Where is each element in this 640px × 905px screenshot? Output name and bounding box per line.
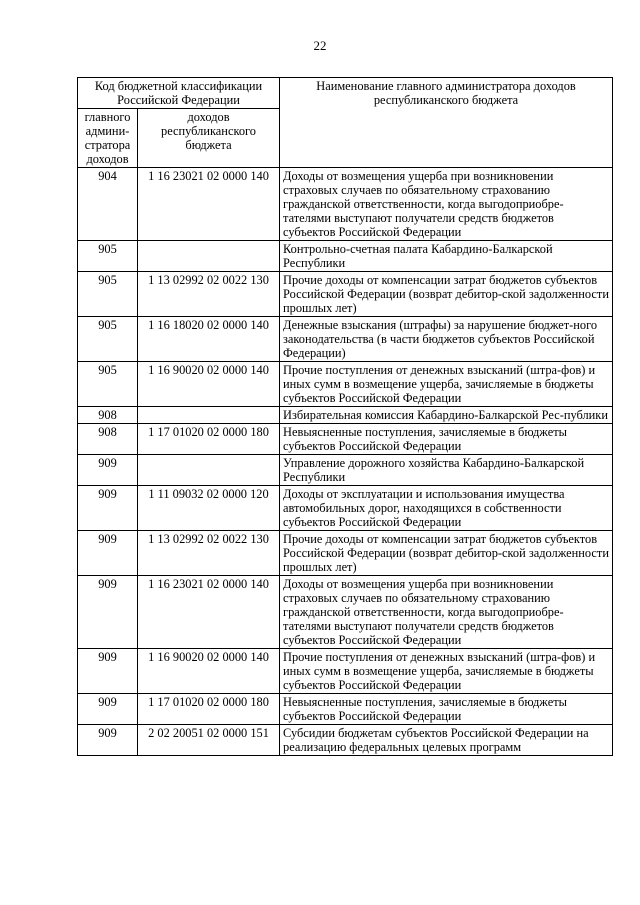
admin-code-cell: 909 (78, 694, 138, 725)
table-row (78, 531, 613, 576)
income-code-cell (138, 455, 280, 486)
table-row (78, 486, 613, 531)
admin-code-cell: 908 (78, 407, 138, 424)
name-cell: Невыясненные поступления, зачисляемые в бюджеты субъектов Российской Федерации (280, 424, 613, 455)
income-code-cell: 1 16 23021 02 0000 140 (138, 576, 280, 649)
income-code-cell (138, 241, 280, 272)
name-cell: Субсидии бюджетам субъектов Российской Федерации на реализацию федеральных целевых программ (280, 725, 613, 756)
table-row (78, 272, 613, 317)
name-cell: Избирательная комиссия Кабардино-Балкарской Рес-публики (280, 407, 613, 424)
income-code-cell: 1 16 90020 02 0000 140 (138, 362, 280, 407)
name-cell: Прочие доходы от компенсации затрат бюджетов субъектов Российской Федерации (возврат дебитор-ской задолженности прошлых лет) (280, 531, 613, 576)
income-code-cell: 1 17 01020 02 0000 180 (138, 424, 280, 455)
name-cell: Доходы от возмещения ущерба при возникновении страховых случаев по обязательному страхованию гражданской ответственности, когда выгодоприобре-тателями выступают получатели средств бюджетов субъектов Российской Федерации (280, 576, 613, 649)
name-cell: Доходы от возмещения ущерба при возникновении страховых случаев по обязательному страхованию гражданской ответственности, когда выгодоприобре-тателями выступают получатели средств бюджетов субъектов Российской Федерации (280, 168, 613, 241)
admin-code-cell: 905 (78, 362, 138, 407)
income-code-cell: 1 13 02992 02 0022 130 (138, 272, 280, 317)
header-admin-column: главного админи-стратора доходов (78, 109, 138, 168)
income-code-cell: 1 13 02992 02 0022 130 (138, 531, 280, 576)
admin-code-cell: 904 (78, 168, 138, 241)
admin-code-cell: 909 (78, 531, 138, 576)
page-number: 22 (313, 38, 327, 53)
table-row (78, 407, 613, 424)
income-code-cell: 1 16 18020 02 0000 140 (138, 317, 280, 362)
admin-code-cell: 908 (78, 424, 138, 455)
header-income-column: доходов республиканского бюджета (138, 109, 280, 168)
table-row (78, 694, 613, 725)
name-cell: Прочие поступления от денежных взысканий (штра-фов) и иных сумм в возмещение ущерба, зачисляемые в бюджеты субъектов Российской Федерации (280, 649, 613, 694)
income-code-cell (138, 407, 280, 424)
name-cell: Прочие поступления от денежных взысканий (штра-фов) и иных сумм в возмещение ущерба, зачисляемые в бюджеты субъектов Российской Федерации (280, 362, 613, 407)
table-row (78, 576, 613, 649)
admin-code-cell: 905 (78, 317, 138, 362)
admin-code-cell: 905 (78, 241, 138, 272)
table-row (78, 168, 613, 241)
income-code-cell: 1 16 23021 02 0000 140 (138, 168, 280, 241)
admin-code-cell: 909 (78, 576, 138, 649)
table-row (78, 362, 613, 407)
table-row (78, 649, 613, 694)
name-cell: Доходы от эксплуатации и использования имущества автомобильных дорог, находящихся в собственности субъектов Российской Федерации (280, 486, 613, 531)
name-cell: Управление дорожного хозяйства Кабардино-Балкарской Республики (280, 455, 613, 486)
table-row (78, 317, 613, 362)
header-row (78, 78, 613, 109)
table-row (78, 424, 613, 455)
name-cell: Контрольно-счетная палата Кабардино-Балкарской Республики (280, 241, 613, 272)
income-code-cell: 2 02 20051 02 0000 151 (138, 725, 280, 756)
name-cell: Денежные взыскания (штрафы) за нарушение бюджет-ного законодательства (в части бюджетов субъектов Российской Федерации) (280, 317, 613, 362)
table-row (78, 241, 613, 272)
admin-code-cell: 909 (78, 455, 138, 486)
admin-code-cell: 909 (78, 725, 138, 756)
table-body (78, 168, 613, 756)
income-code-cell: 1 11 09032 02 0000 120 (138, 486, 280, 531)
name-cell: Прочие доходы от компенсации затрат бюджетов субъектов Российской Федерации (возврат дебитор-ской задолженности прошлых лет) (280, 272, 613, 317)
budget-classification-table (77, 77, 613, 756)
admin-code-cell: 909 (78, 649, 138, 694)
admin-code-cell: 909 (78, 486, 138, 531)
income-code-cell: 1 16 90020 02 0000 140 (138, 649, 280, 694)
header-group-title: Код бюджетной классификации Российской Федерации (78, 78, 280, 109)
table-row (78, 455, 613, 486)
header-name-column: Наименование главного администратора доходов республиканского бюджета (280, 78, 613, 168)
name-cell: Невыясненные поступления, зачисляемые в бюджеты субъектов Российской Федерации (280, 694, 613, 725)
table-row (78, 725, 613, 756)
income-code-cell: 1 17 01020 02 0000 180 (138, 694, 280, 725)
admin-code-cell: 905 (78, 272, 138, 317)
